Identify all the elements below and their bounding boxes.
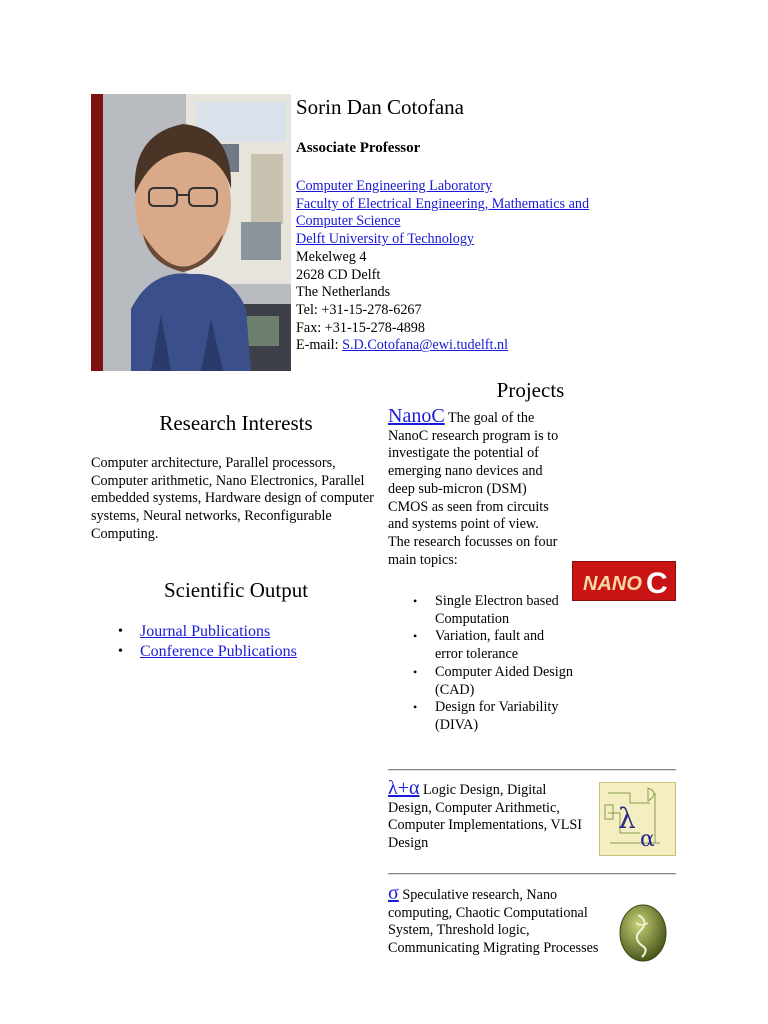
divider xyxy=(388,769,676,771)
list-item: • Variation, fault and error tolerance xyxy=(435,628,575,663)
list-item: • Computer Aided Design (CAD) xyxy=(435,664,575,699)
scientific-output-heading: Scientific Output xyxy=(163,578,309,602)
address-country: The Netherlands xyxy=(296,284,391,301)
portrait-photo xyxy=(91,94,291,371)
divider xyxy=(388,873,676,875)
lambda-alpha-project xyxy=(388,777,588,853)
email-line xyxy=(296,337,626,355)
lambda-alpha-description: Logic Design, Digital Design, Computer Arithmetic, Computer Implementations, VLSI Design xyxy=(388,782,583,852)
list-item: • Design for Variability (DIVA) xyxy=(435,699,575,734)
link-computer-engineering-lab[interactable]: Computer Engineering Laboratory xyxy=(296,178,493,194)
sigma-logo[interactable] xyxy=(618,903,668,963)
nanoc-topics-list xyxy=(435,593,575,735)
lambda-alpha-link[interactable]: λ+α xyxy=(388,777,420,799)
nanoc-description: The goal of the NanoC research program is to investigate the potential of emerging nano devices and deep sub-micron (DSM) CMOS as seen from circuits and systems point of view. The research focusses on four main topics: xyxy=(388,410,559,568)
profile-title: Associate Professor xyxy=(296,140,421,156)
svg-text:α: α xyxy=(640,827,655,852)
address-city: 2628 CD Delft xyxy=(296,266,381,283)
address-street: Mekelweg 4 xyxy=(296,248,367,265)
conference-publications-link[interactable]: Conference Publications xyxy=(140,643,297,660)
research-interests-heading: Research Interests xyxy=(159,411,313,435)
journal-publications-link[interactable]: Journal Publications xyxy=(140,623,271,640)
nanoc-project xyxy=(388,405,563,569)
list-item: • Single Electron based Computation xyxy=(435,593,575,628)
research-interests-text: Computer architecture, Parallel processors, Computer arithmetic, Nano Electronics, Parallel embedded systems, Hardware design of computer systems, Neural networks, Reconfigurable Computing. xyxy=(91,455,374,542)
link-faculty-eemcs[interactable]: Faculty of Electrical Engineering, Mathematics and Computer Science xyxy=(296,195,590,230)
email-label: E-mail: xyxy=(296,337,343,354)
list-item xyxy=(140,622,297,642)
nanoc-logo[interactable] xyxy=(572,561,676,601)
link-tu-delft[interactable]: Delft University of Technology xyxy=(296,231,475,248)
nanoc-link[interactable]: NanoC xyxy=(388,405,445,427)
svg-text:λ: λ xyxy=(618,802,636,835)
sigma-description: Speculative research, Nano computing, Chaotic Computational System, Threshold logic, Communicating Migrating Processes xyxy=(388,887,599,957)
list-item xyxy=(140,642,297,662)
profile-name: Sorin Dan Cotofana xyxy=(296,95,464,119)
svg-text:NANO: NANO xyxy=(583,573,642,595)
projects-heading: Projects xyxy=(496,378,565,402)
sigma-link[interactable]: σ xyxy=(388,882,399,904)
tel-number: Tel: +31-15-278-6267 xyxy=(296,301,422,318)
scientific-output-list xyxy=(140,622,297,662)
fax-number: Fax: +31-15-278-4898 xyxy=(296,319,425,336)
svg-text:C: C xyxy=(646,567,668,600)
email-link[interactable]: S.D.Cotofana@ewi.tudelft.nl xyxy=(342,337,509,354)
sigma-project xyxy=(388,882,613,958)
lambda-alpha-logo[interactable] xyxy=(599,782,676,856)
contact-block xyxy=(296,178,626,355)
